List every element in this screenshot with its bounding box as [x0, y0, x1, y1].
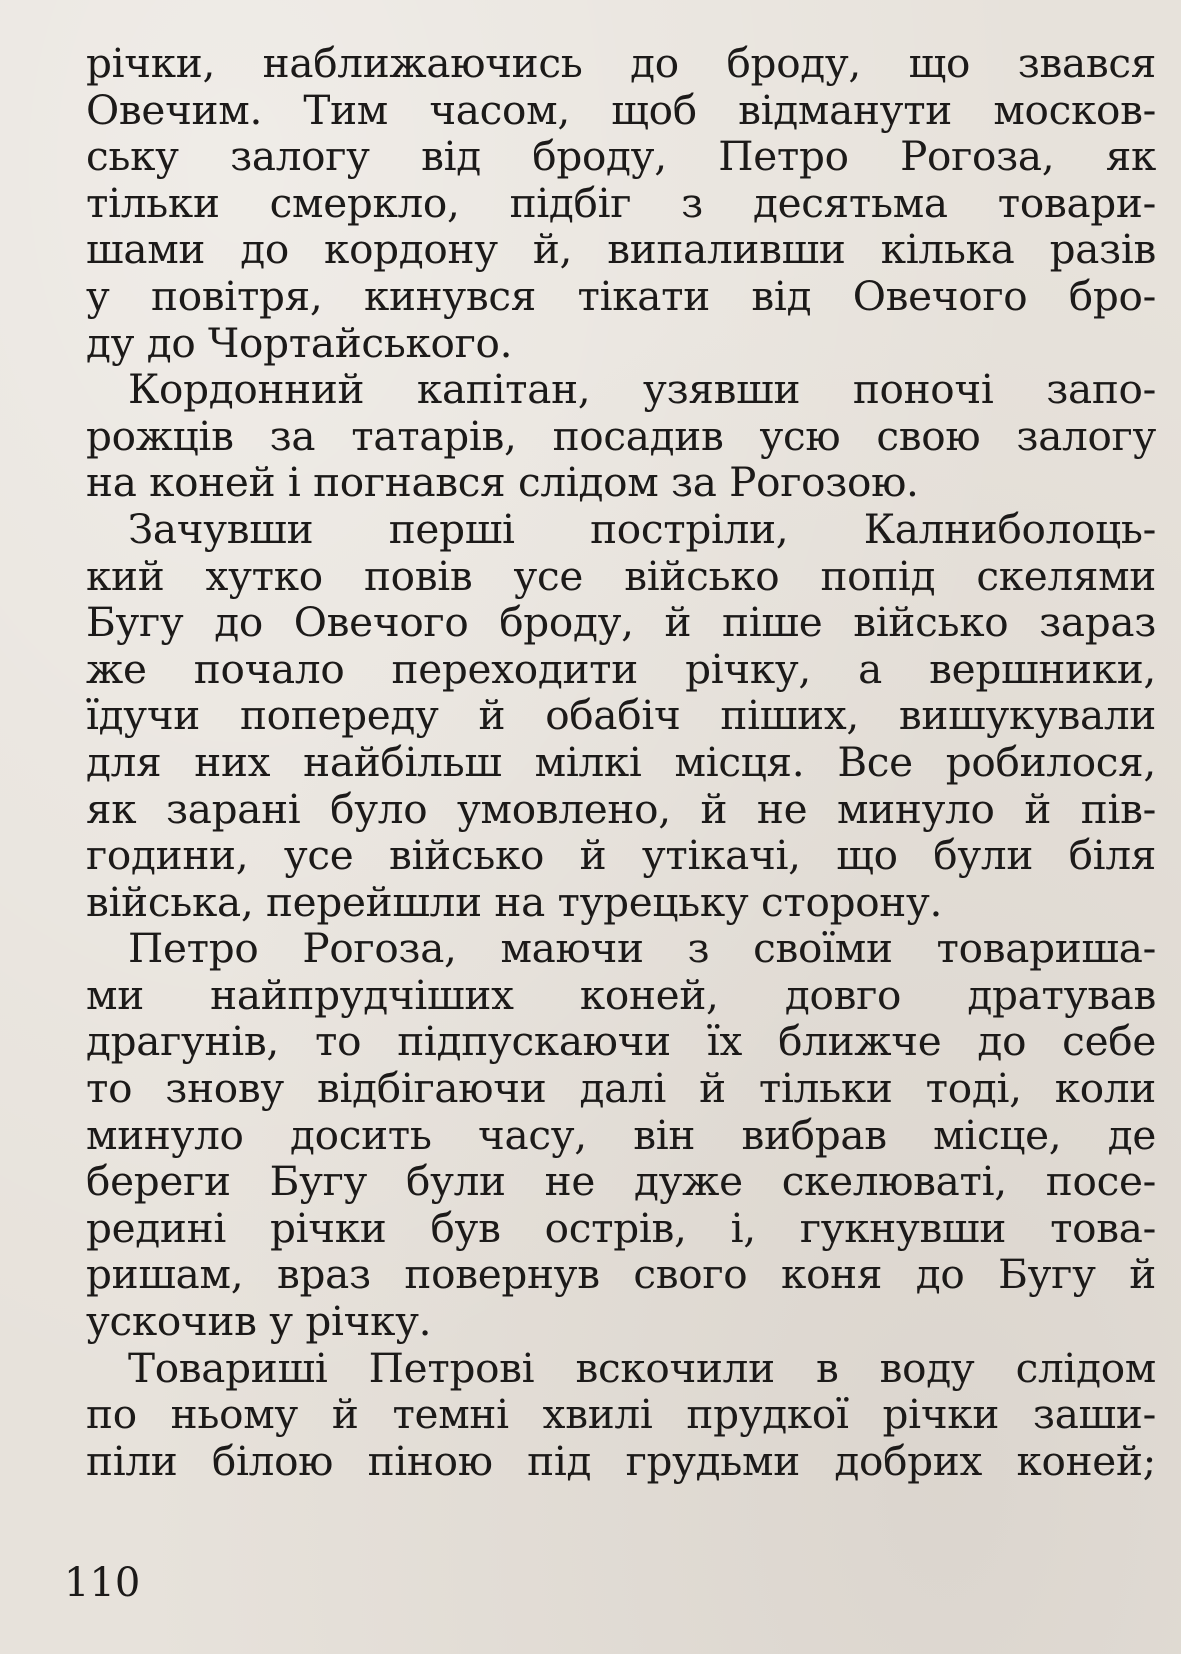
text-line: рожців за татарів, посадив усю свою залогу	[86, 412, 1156, 460]
text-line: же почало переходити річку, а вершники,	[86, 645, 1156, 693]
text-line: Овечим. Тим часом, щоб відманути москов-	[86, 86, 1156, 134]
text-line: минуло досить часу, він вибрав місце, де	[86, 1111, 1156, 1159]
text-line: Зачувши перші постріли, Калниболоць-	[128, 505, 1156, 553]
text-line: тільки смеркло, підбіг з десятьма товари-	[86, 179, 1156, 227]
text-line: то знову відбігаючи далі й тільки тоді, коли	[86, 1065, 1156, 1112]
text-line: як зарані було умовлено, й не минуло й пів-	[86, 785, 1156, 833]
text-line: кий хутко повів усе військо попід скелями	[86, 552, 1156, 600]
text-line: Товариші Петрові вскочили в воду слідом	[128, 1344, 1156, 1392]
text-line: шами до кордону й, випаливши кілька разів	[86, 226, 1156, 273]
text-line: ську залогу від броду, Петро Рогоза, як	[86, 133, 1156, 180]
text-line: по ньому й темні хвилі прудкої річки заши-	[86, 1391, 1156, 1438]
text-line: на коней і погнався слідом за Рогозою.	[86, 459, 919, 506]
page-body-text	[86, 40, 1156, 1484]
text-line: у повітря, кинувся тікати від Овечого бро-	[86, 272, 1156, 320]
text-line: ускочив у річку.	[86, 1298, 432, 1345]
text-line: ми найпрудчіших коней, довго дратував	[86, 971, 1156, 1019]
page-number: 110	[64, 1560, 141, 1606]
text-line: річки, наближаючись до броду, що звався	[86, 40, 1156, 87]
text-line: ду до Чортайського.	[86, 319, 513, 367]
text-line: береги Бугу були не дуже скелюваті, посе-	[86, 1158, 1156, 1205]
text-line: ришам, враз повернув свого коня до Бугу й	[86, 1251, 1156, 1299]
text-line: Бугу до Овечого броду, й піше військо зараз	[86, 599, 1156, 646]
text-line: редині річки був острів, і, гукнувши това-	[86, 1204, 1156, 1252]
text-line: години, усе військо й утікачі, що були біля	[86, 832, 1156, 879]
text-line: Петро Рогоза, маючи з своїми товариша-	[128, 925, 1156, 972]
text-line: Кордонний капітан, узявши поночі запо-	[128, 366, 1156, 413]
text-line: піли білою піною під грудьми добрих коней;	[86, 1437, 1156, 1485]
text-line: їдучи попереду й обабіч піших, вишукували	[86, 692, 1156, 739]
text-line: для них найбільш мілкі місця. Все робилося,	[86, 738, 1156, 786]
text-line: війська, перейшли на турецьку сторону.	[86, 878, 943, 926]
text-line: драгунів, то підпускаючи їх ближче до себе	[86, 1018, 1156, 1066]
